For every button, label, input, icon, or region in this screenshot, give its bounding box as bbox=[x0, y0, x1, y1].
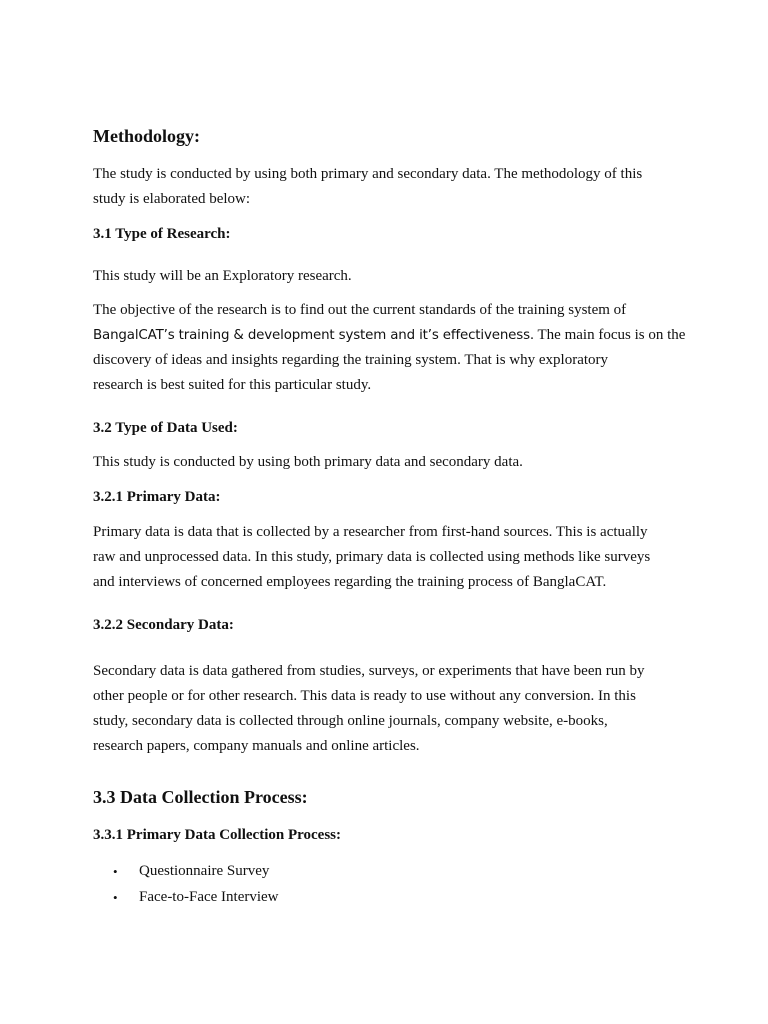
list-item bbox=[93, 859, 279, 885]
objective-line-2-mixed-font: BangalCAT’s training & development system and it’s effectiveness. bbox=[93, 328, 535, 343]
type-of-data-statement: This study is conducted by using both primary data and secondary data. bbox=[93, 454, 523, 470]
primary-data-line-1: Primary data is data that is collected by a researcher from first-hand sources. This is actually bbox=[93, 524, 648, 540]
secondary-data-line-3: study, secondary data is collected through online journals, company website, e-books, bbox=[93, 713, 608, 729]
methodology-heading: Methodology: bbox=[93, 126, 200, 146]
type-of-research-heading: 3.1 Type of Research: bbox=[93, 226, 231, 242]
bullet-icon: • bbox=[113, 864, 118, 879]
type-of-data-heading: 3.2 Type of Data Used: bbox=[93, 420, 238, 436]
primary-collection-heading: 3.3.1 Primary Data Collection Process: bbox=[93, 827, 341, 843]
secondary-data-line-1: Secondary data is data gathered from studies, surveys, or experiments that have been run by bbox=[93, 663, 645, 679]
objective-line-2 bbox=[93, 323, 685, 348]
primary-data-line-2: raw and unprocessed data. In this study, primary data is collected using methods like surveys bbox=[93, 549, 651, 565]
objective-line-4: research is best suited for this particular study. bbox=[93, 377, 372, 393]
list-item bbox=[93, 885, 279, 911]
methodology-intro-line-2: study is elaborated below: bbox=[93, 191, 251, 207]
secondary-data-heading: 3.2.2 Secondary Data: bbox=[93, 617, 234, 633]
list-item-label: Face-to-Face Interview bbox=[139, 889, 279, 905]
secondary-data-line-2: other people or for other research. This data is ready to use without any conversion. In this bbox=[93, 688, 636, 704]
objective-line-3: discovery of ideas and insights regarding the training system. That is why exploratory bbox=[93, 352, 609, 368]
bullet-icon: • bbox=[113, 890, 118, 905]
methodology-intro-line-1: The study is conducted by using both primary and secondary data. The methodology of this bbox=[93, 166, 643, 182]
list-item-label: Questionnaire Survey bbox=[139, 863, 270, 879]
objective-line-2-rest: The main focus is on the bbox=[534, 327, 686, 343]
data-collection-heading: 3.3 Data Collection Process: bbox=[93, 787, 308, 807]
primary-data-heading: 3.2.1 Primary Data: bbox=[93, 489, 221, 505]
exploratory-statement: This study will be an Exploratory research. bbox=[93, 268, 352, 284]
secondary-data-line-4: research papers, company manuals and online articles. bbox=[93, 738, 420, 754]
primary-collection-list bbox=[93, 859, 279, 911]
objective-line-1: The objective of the research is to find out the current standards of the training system of bbox=[93, 302, 627, 318]
primary-data-line-3: and interviews of concerned employees regarding the training process of BanglaCAT. bbox=[93, 574, 607, 590]
